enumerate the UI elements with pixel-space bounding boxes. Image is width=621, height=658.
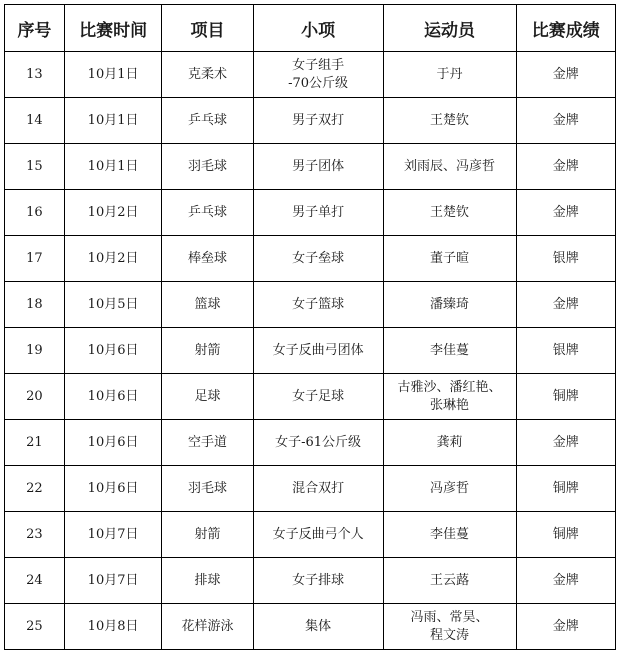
cell-date: 10月6日	[64, 420, 161, 466]
cell-event: 女子-61公斤级	[253, 420, 383, 466]
cell-event: 女子反曲弓个人	[253, 512, 383, 558]
cell-athlete: 董子暄	[383, 236, 516, 282]
cell-index: 20	[5, 374, 65, 420]
cell-date: 10月8日	[64, 604, 161, 650]
cell-date: 10月6日	[64, 466, 161, 512]
cell-athlete: 李佳蔓	[383, 512, 516, 558]
cell-index: 13	[5, 52, 65, 98]
cell-event: 女子组手 -70公斤级	[253, 52, 383, 98]
cell-sport: 羽毛球	[162, 144, 253, 190]
table-row	[5, 558, 616, 604]
cell-athlete: 冯彦哲	[383, 466, 516, 512]
table-row	[5, 374, 616, 420]
cell-sport: 足球	[162, 374, 253, 420]
cell-index: 16	[5, 190, 65, 236]
cell-index: 22	[5, 466, 65, 512]
header-sport: 项目	[162, 5, 253, 52]
cell-sport: 射箭	[162, 512, 253, 558]
cell-result: 金牌	[516, 98, 616, 144]
cell-event: 女子篮球	[253, 282, 383, 328]
cell-event: 男子团体	[253, 144, 383, 190]
header-index: 序号	[5, 5, 65, 52]
cell-athlete: 龚莉	[383, 420, 516, 466]
cell-index: 19	[5, 328, 65, 374]
table-row	[5, 190, 616, 236]
cell-date: 10月1日	[64, 98, 161, 144]
cell-sport: 克柔术	[162, 52, 253, 98]
table-row	[5, 466, 616, 512]
cell-athlete: 李佳蔓	[383, 328, 516, 374]
cell-result: 金牌	[516, 558, 616, 604]
cell-index: 17	[5, 236, 65, 282]
cell-sport: 花样游泳	[162, 604, 253, 650]
cell-event: 女子足球	[253, 374, 383, 420]
cell-index: 18	[5, 282, 65, 328]
cell-event: 集体	[253, 604, 383, 650]
cell-athlete: 王楚钦	[383, 190, 516, 236]
cell-event: 女子排球	[253, 558, 383, 604]
cell-athlete: 于丹	[383, 52, 516, 98]
table-header	[5, 5, 616, 52]
cell-event: 女子反曲弓团体	[253, 328, 383, 374]
table-row	[5, 420, 616, 466]
cell-date: 10月6日	[64, 328, 161, 374]
table-row	[5, 98, 616, 144]
cell-date: 10月1日	[64, 144, 161, 190]
cell-sport: 射箭	[162, 328, 253, 374]
cell-sport: 羽毛球	[162, 466, 253, 512]
header-date: 比赛时间	[64, 5, 161, 52]
cell-date: 10月6日	[64, 374, 161, 420]
table-row	[5, 282, 616, 328]
cell-sport: 乒乓球	[162, 190, 253, 236]
cell-sport: 棒垒球	[162, 236, 253, 282]
cell-result: 金牌	[516, 190, 616, 236]
cell-athlete: 冯雨、常昊、 程文涛	[383, 604, 516, 650]
results-table	[4, 4, 616, 650]
cell-result: 金牌	[516, 604, 616, 650]
cell-index: 24	[5, 558, 65, 604]
cell-athlete: 王楚钦	[383, 98, 516, 144]
table-row	[5, 328, 616, 374]
cell-sport: 空手道	[162, 420, 253, 466]
cell-date: 10月2日	[64, 190, 161, 236]
cell-index: 25	[5, 604, 65, 650]
cell-result: 金牌	[516, 282, 616, 328]
cell-event: 男子单打	[253, 190, 383, 236]
cell-result: 铜牌	[516, 374, 616, 420]
cell-athlete: 刘雨辰、冯彦哲	[383, 144, 516, 190]
cell-athlete: 潘臻琦	[383, 282, 516, 328]
cell-result: 金牌	[516, 144, 616, 190]
table-row	[5, 236, 616, 282]
header-event: 小项	[253, 5, 383, 52]
cell-date: 10月5日	[64, 282, 161, 328]
cell-athlete: 古雅沙、潘红艳、 张琳艳	[383, 374, 516, 420]
cell-athlete: 王云蕗	[383, 558, 516, 604]
cell-event: 女子垒球	[253, 236, 383, 282]
cell-index: 14	[5, 98, 65, 144]
cell-event: 混合双打	[253, 466, 383, 512]
cell-result: 银牌	[516, 236, 616, 282]
table-row	[5, 604, 616, 650]
cell-index: 15	[5, 144, 65, 190]
cell-result: 金牌	[516, 420, 616, 466]
header-row	[5, 5, 616, 52]
cell-result: 铜牌	[516, 466, 616, 512]
cell-date: 10月7日	[64, 558, 161, 604]
table-row	[5, 512, 616, 558]
header-result: 比赛成绩	[516, 5, 616, 52]
cell-sport: 篮球	[162, 282, 253, 328]
table-body	[5, 52, 616, 650]
header-athlete: 运动员	[383, 5, 516, 52]
cell-date: 10月7日	[64, 512, 161, 558]
cell-index: 21	[5, 420, 65, 466]
cell-sport: 乒乓球	[162, 98, 253, 144]
cell-sport: 排球	[162, 558, 253, 604]
cell-result: 金牌	[516, 52, 616, 98]
cell-event: 男子双打	[253, 98, 383, 144]
cell-index: 23	[5, 512, 65, 558]
cell-date: 10月2日	[64, 236, 161, 282]
cell-result: 银牌	[516, 328, 616, 374]
table-row	[5, 144, 616, 190]
table-row	[5, 52, 616, 98]
cell-result: 铜牌	[516, 512, 616, 558]
cell-date: 10月1日	[64, 52, 161, 98]
